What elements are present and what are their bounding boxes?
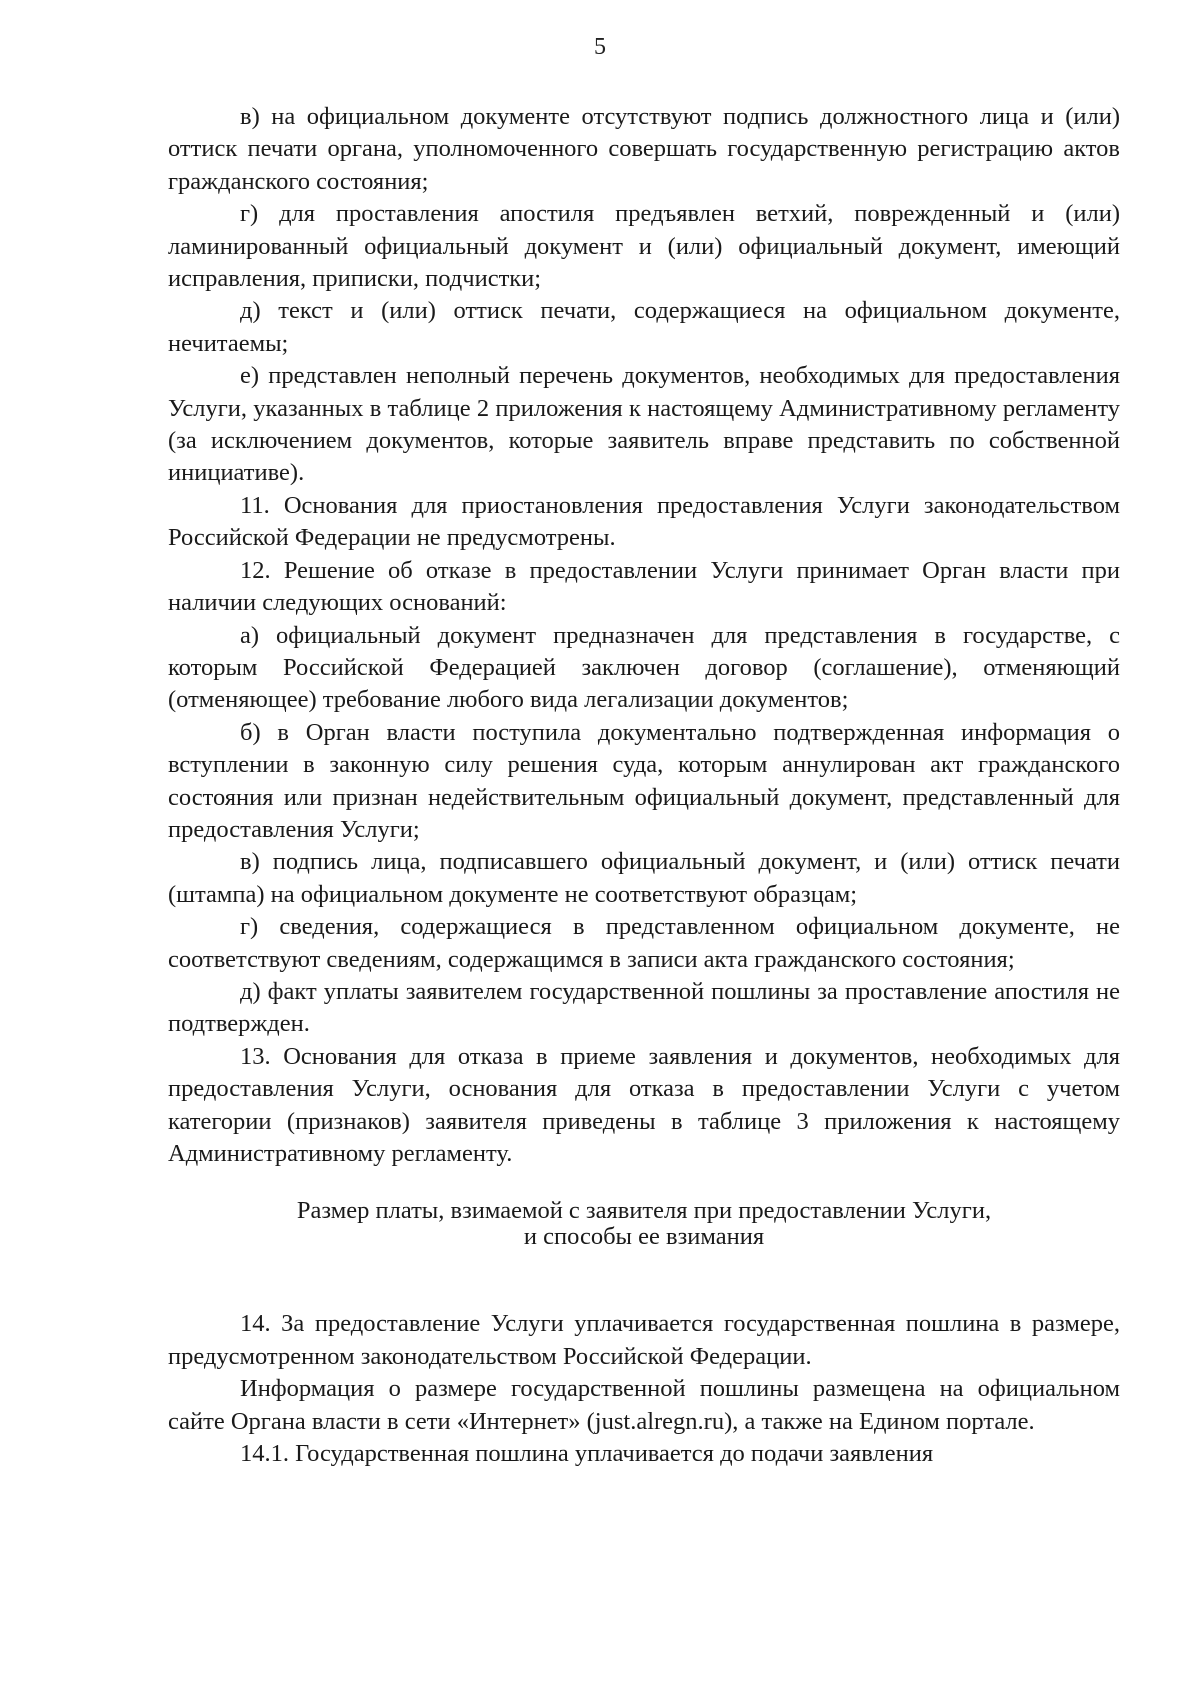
paragraph-12-v: в) подпись лица, подписавшего официальный документ, и (или) оттиск печати (штампа) на официальном документе не соответствуют образцам; (168, 848, 1120, 908)
paragraph-3-d: д) текст и (или) оттиск печати, содержащиеся на официальном документе, нечитаемы; (168, 297, 1120, 357)
paragraph-12-d: д) факт уплаты заявителем государственной пошлины за проставление апостиля не подтвержден. (168, 977, 1120, 1038)
paragraph-12-b: б) в Орган власти поступила документально подтвержденная информация о вступлении в законную силу решения суда, которым аннулирован акт гражданского состояния или признан недействительным официальный документ, представленный для предоставления Услуги; (168, 718, 1120, 843)
paragraph-14-info: Информация о размере государственной пошлины размещена на официальном сайте Органа власти в сети «Интернет» (just.alregn.ru), а также на Едином портале. (168, 1375, 1120, 1435)
paragraph-11: 11. Основания для приостановления предоставления Услуги законодательством Российской Федерации не предусмотрены. (168, 491, 1120, 552)
document-body (168, 101, 1120, 1470)
paragraph-3-v: в) на официальном документе отсутствуют подпись должностного лица и (или) оттиск печати органа, уполномоченного совершать государственную регистрацию актов гражданского состояния; (168, 103, 1120, 195)
section-heading-line-2: и способы ее взимания (523, 1223, 765, 1251)
paragraph-14-1: 14.1. Государственная пошлина уплачивается до подачи заявления (240, 1440, 934, 1468)
paragraph-14: 14. За предоставление Услуги уплачивается государственная пошлина в размере, предусмотренном законодательством Российской Федерации. (168, 1310, 1120, 1370)
paragraph-12-a: а) официальный документ предназначен для представления в государстве, с которым Российской Федерацией заключен договор (соглашение), отменяющий (отменяющее) требование любого вида легализации документов; (168, 621, 1120, 714)
section-heading-line-1: Размер платы, взимаемой с заявителя при предоставлении Услуги, (296, 1197, 992, 1225)
paragraph-3-g: г) для проставления апостиля предъявлен ветхий, поврежденный и (или) ламинированный официальный документ и (или) официальный документ, имеющий исправления, приписки, подчистки; (168, 200, 1120, 293)
paragraph-12-g: г) сведения, содержащиеся в представленном официальном документе, не соответствуют сведениям, содержащимся в записи акта гражданского состояния; (168, 913, 1120, 973)
paragraph-3-e: е) представлен неполный перечень документов, необходимых для предоставления Услуги, указанных в таблице 2 приложения к настоящему Административному регламенту (за исключением документов, которые заявитель вправе представить по собственной инициативе). (168, 362, 1120, 487)
paragraph-12: 12. Решение об отказе в предоставлении Услуги принимает Орган власти при наличии следующих оснований: (168, 556, 1120, 617)
page-number: 5 (594, 34, 606, 60)
section-heading (168, 1170, 1120, 1308)
paragraph-13: 13. Основания для отказа в приеме заявления и документов, необходимых для предоставления Услуги, основания для отказа в предоставлении Услуги с учетом категории (признаков) заявителя приведены в таблице 3 приложения к настоящему Административному регламенту. (168, 1042, 1120, 1167)
